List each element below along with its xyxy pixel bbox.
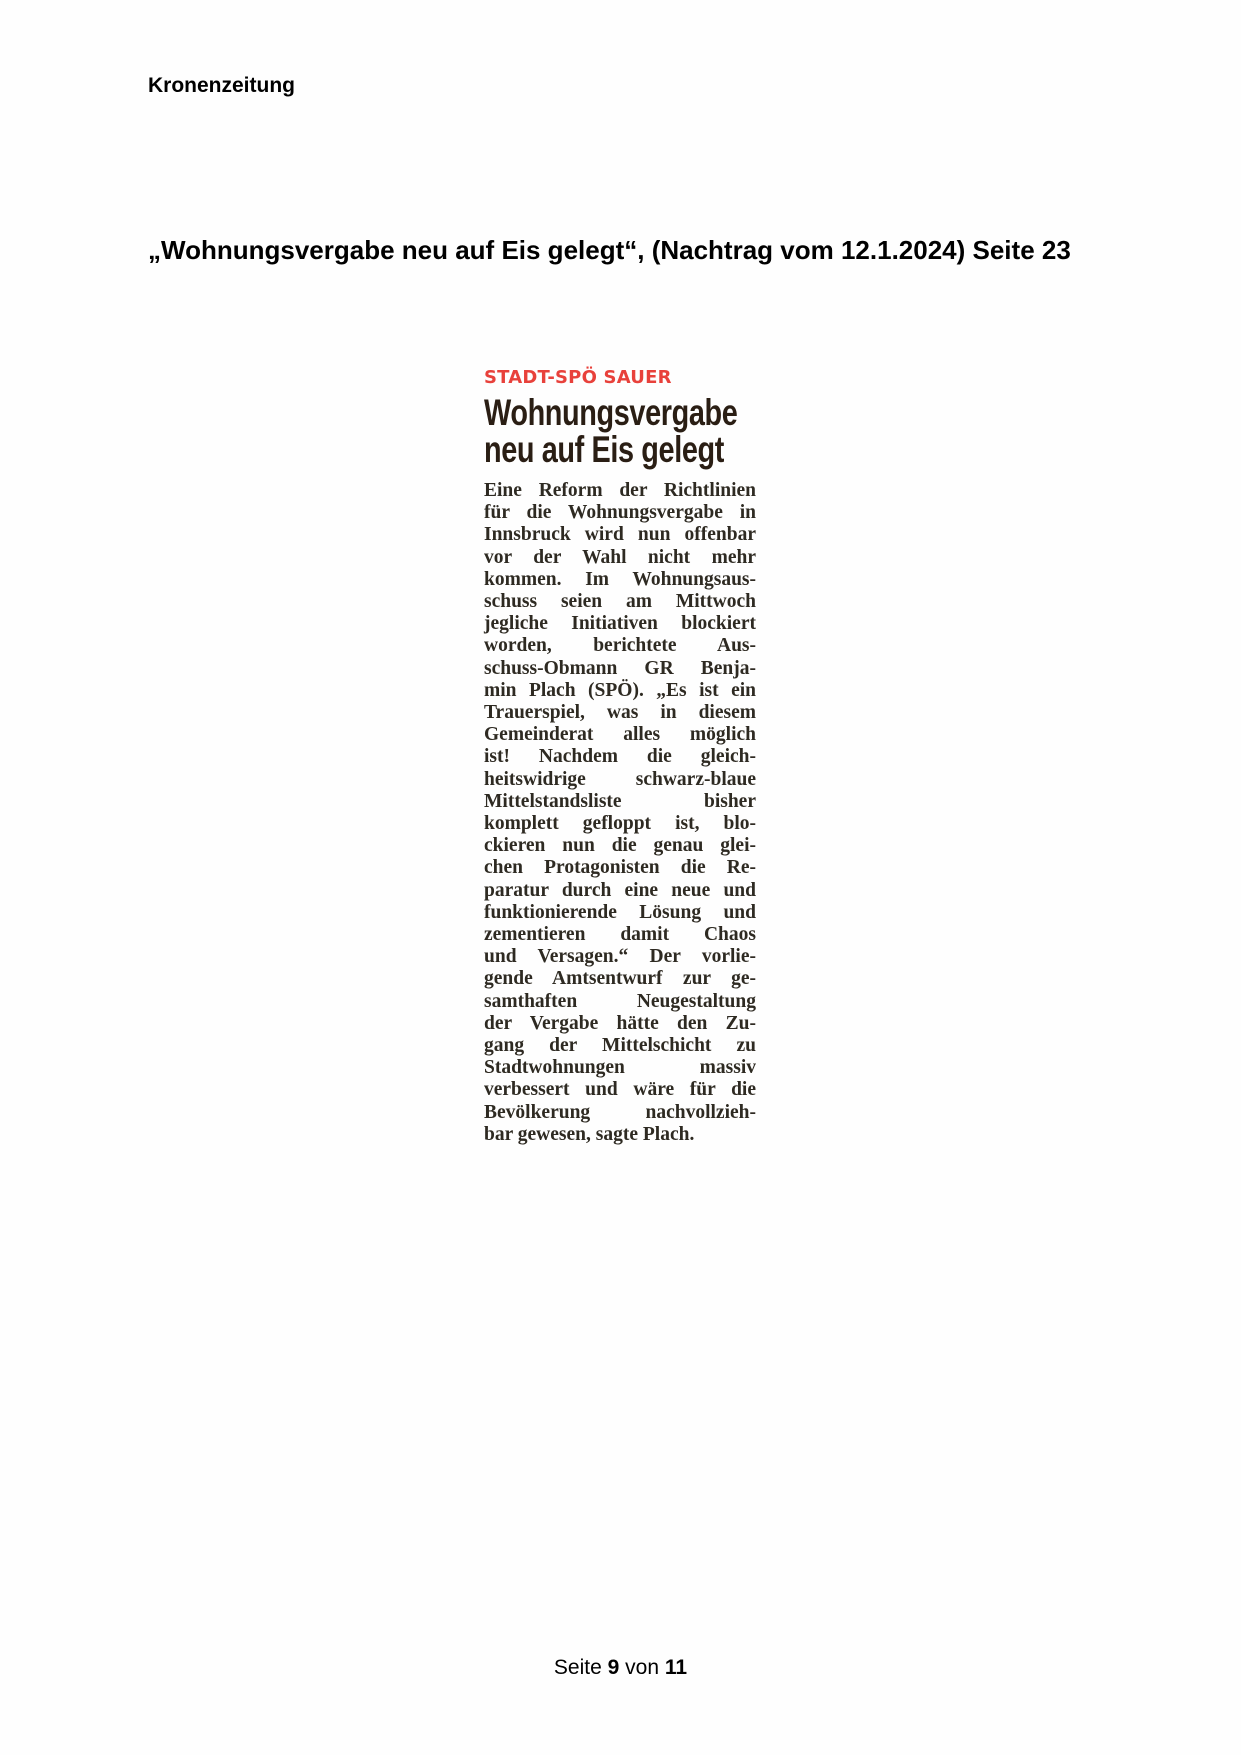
article-body-line: schuss-Obmann GR Benja- [484, 657, 756, 679]
article-body [484, 480, 756, 1146]
article-body-line: Trauerspiel, was in diesem [484, 702, 756, 724]
headline-line: neu auf Eis gelegt [484, 429, 724, 470]
article-body-line: Bevölkerung nachvollzieh- [484, 1101, 756, 1123]
article-body-line: vor der Wahl nicht mehr [484, 546, 756, 568]
article-body-line: zementieren damit Chaos [484, 924, 756, 946]
article-body-line: schuss seien am Mittwoch [484, 591, 756, 613]
article-body-line: heitswidrige schwarz-blaue [484, 768, 756, 790]
footer-separator: von [625, 1656, 660, 1679]
document-title: „Wohnungsvergabe neu auf Eis gelegt“, (Nachtrag vom 12.1.2024) Seite 23 [148, 235, 1071, 265]
article-body-line: min Plach (SPÖ). „Es ist ein [484, 679, 756, 701]
article-body-line: jegliche Initiativen blockiert [484, 613, 756, 635]
article-body-line: komplett gefloppt ist, blo- [484, 813, 756, 835]
article-body-line: funktionierende Lösung und [484, 901, 756, 923]
article-body-line: ckieren nun die genau glei- [484, 835, 756, 857]
article-body-line: der Vergabe hätte den Zu- [484, 1012, 756, 1034]
article-body-line: Eine Reform der Richtlinien [484, 480, 756, 501]
article-body-line: worden, berichtete Aus- [484, 635, 756, 657]
footer-page-number: 9 [607, 1656, 620, 1679]
article-body-line: paratur durch eine neue und [484, 879, 756, 901]
article-body-line: bar gewesen, sagte Plach. [484, 1123, 695, 1145]
headline-line: Wohnungsvergabe [484, 392, 738, 433]
article-body-line: Gemeinderat alles möglich [484, 724, 756, 746]
article-body-line: gang der Mittelschicht zu [484, 1035, 756, 1057]
article-body-line: verbessert und wäre für die [484, 1079, 756, 1101]
article-body-line: für die Wohnungsvergabe in [484, 502, 756, 524]
article-body-line: ist! Nachdem die gleich- [484, 746, 756, 768]
source-name: Kronenzeitung [148, 74, 295, 97]
article-headline [484, 392, 738, 470]
footer-prefix: Seite [553, 1656, 602, 1679]
article-body-line: samthaften Neugestaltung [484, 990, 756, 1012]
article-body-line: gende Amtsentwurf zur ge- [484, 968, 756, 990]
footer-page-total: 11 [664, 1656, 688, 1679]
article-body-line: Innsbruck wird nun offenbar [484, 524, 756, 546]
page-footer [0, 1656, 1241, 1680]
newspaper-clipping [484, 366, 756, 1146]
article-body-line: und Versagen.“ Der vorlie- [484, 946, 756, 968]
article-body-line: Stadtwohnungen massiv [484, 1057, 756, 1079]
article-kicker: STADT-SPÖ SAUER [484, 367, 672, 388]
article-body-line: kommen. Im Wohnungsaus- [484, 568, 756, 590]
article-body-line: Mittelstandsliste bisher [484, 790, 756, 812]
article-body-line: chen Protagonisten die Re- [484, 857, 756, 879]
